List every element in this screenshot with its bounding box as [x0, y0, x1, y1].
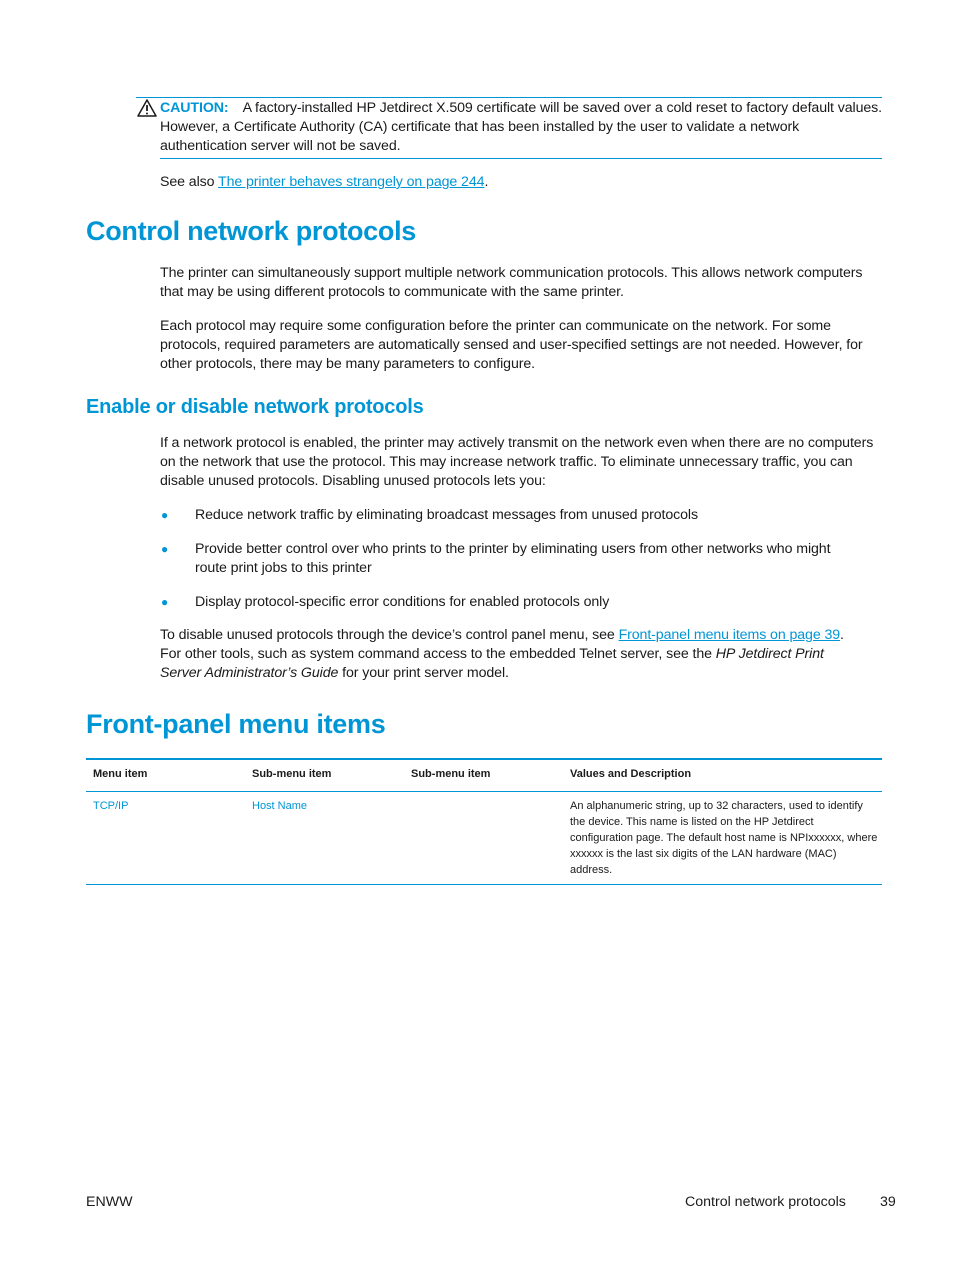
- heading-front-panel-menu-items: Front-panel menu items: [86, 709, 386, 739]
- see-also: [160, 173, 882, 192]
- bullet-icon: ●: [161, 542, 169, 556]
- heading-control-network-protocols: Control network protocols: [86, 216, 417, 246]
- closing-text-1: To disable unused protocols through the device’s control panel menu, see: [160, 627, 619, 643]
- table-header-sub-menu-item-2: Sub-menu item: [411, 768, 491, 780]
- bullet-icon: ●: [161, 595, 169, 609]
- closing-text-2: . For other tools, such as system command access to the embedded Telnet server, see the: [160, 627, 844, 662]
- footer-enww: ENWW: [86, 1194, 133, 1210]
- caution-note: [160, 99, 882, 156]
- paragraph-intro: The printer can simultaneously support multiple network communication protocols. This allows network computers that may be using different protocols to communicate with the same printer.: [160, 265, 863, 300]
- see-also-suffix: .: [484, 174, 489, 190]
- table-top-rule: [86, 758, 882, 760]
- bullet-icon: ●: [161, 508, 169, 522]
- paragraph-enable-disable: If a network protocol is enabled, the printer may actively transmit on the network even when there are no computers on the network that use the protocol. This may increase network traffic. To eliminate unnecessary traffic, you can disable unused protocols. Disabling unused protocols lets you:: [160, 435, 874, 489]
- table-bottom-rule: [86, 884, 882, 885]
- front-panel-link[interactable]: Front-panel menu items on page 39: [618, 627, 841, 643]
- table-cell-menu[interactable]: TCP/IP: [93, 800, 129, 812]
- table-header-sub-menu-item: Sub-menu item: [252, 768, 332, 780]
- see-also-prefix: See also: [160, 174, 218, 190]
- paragraph-disable-instructions: [160, 626, 860, 683]
- table-header-values: Values and Description: [570, 768, 692, 780]
- footer-section-title: Control network protocols: [685, 1194, 846, 1210]
- footer-page-number: 39: [880, 1194, 896, 1210]
- list-item: Display protocol-specific error conditions for enabled protocols only: [195, 594, 610, 610]
- caution-top-rule: [136, 97, 882, 98]
- caution-text: A factory-installed HP Jetdirect X.509 certificate will be saved over a cold reset to factory default values. However, a Certificate Authority (CA) certificate that has been installed by the user to validate a network authentication server will not be saved.: [160, 100, 882, 154]
- paragraph-configuration: Each protocol may require some configuration before the printer can communicate on the network. For some protocols, required parameters are automatically sensed and user-specified settings are not needed. However, for other protocols, there may be many parameters to configure.: [160, 318, 863, 372]
- table-header-menu-item: Menu item: [93, 768, 148, 780]
- warning-icon: [137, 99, 157, 117]
- closing-text-3: for your print server model.: [338, 665, 509, 681]
- list-item: Reduce network traffic by eliminating broadcast messages from unused protocols: [195, 507, 698, 523]
- heading-enable-disable: Enable or disable network protocols: [86, 396, 424, 418]
- table-header-rule: [86, 791, 882, 792]
- table-cell-sub1[interactable]: Host Name: [252, 800, 308, 812]
- list-item: Provide better control over who prints to the printer by eliminating users from other networks who might route print jobs to this printer: [195, 541, 831, 576]
- admin-guide-title: HP Jetdirect Print Server Administrator’s Guide: [160, 646, 824, 681]
- caution-bottom-rule: [160, 158, 882, 159]
- caution-label: CAUTION:: [160, 100, 229, 116]
- table-cell-description: An alphanumeric string, up to 32 characters, used to identify the device. This name is listed on the HP Jetdirect configuration page. The default host name is NPIxxxxxx, where xxxxxx is the last six digits of the LAN hardware (MAC) address.: [570, 800, 878, 876]
- see-also-link[interactable]: The printer behaves strangely on page 244: [218, 174, 485, 190]
